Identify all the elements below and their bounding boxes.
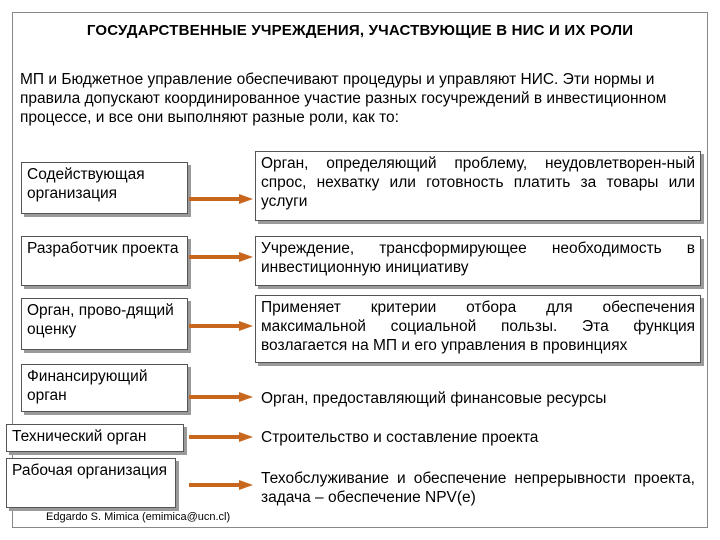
entity-box-operating-organization [6,458,176,508]
role-text: Техобслуживание и обеспечение непрерывности проекта, задача – обеспечение NPV(e) [261,470,695,506]
entity-label: Технический орган [12,428,147,445]
entity-label: Орган, прово-дящий оценку [27,302,174,338]
entity-label: Содействующая организация [27,166,145,202]
role-box-technical-body [255,425,701,451]
role-box-promoting-organization [255,151,701,221]
role-text: Орган, предоставляющий финансовые ресурсы [261,390,607,407]
role-box-evaluating-body [255,295,701,363]
role-box-operating-organization [255,466,701,510]
entity-label: Разработчик проекта [27,240,179,257]
entity-box-evaluating-body [21,298,188,350]
role-text: Строительство и составление проекта [261,429,539,446]
role-box-project-developer [255,236,701,286]
slide-title: ГОСУДАРСТВЕННЫЕ УЧРЕЖДЕНИЯ, УЧАСТВУЮЩИЕ В НИС И ИХ РОЛИ [86,22,634,39]
role-text: Учреждение, трансформирующее необходимость в инвестиционную инициативу [261,240,695,276]
entity-box-technical-body [6,424,184,452]
author-footer: Edgardo S. Mimica (emimica@ucn.cl) [46,511,231,523]
arrow-icon [189,194,253,204]
entity-box-project-developer [21,236,188,286]
arrow-icon [189,480,253,490]
entity-label: Рабочая организация [12,462,168,479]
arrow-icon [189,321,253,331]
entity-box-financing-body [21,364,188,412]
role-text: Применяет критерии отбора для обеспечения максимальной социальной пользы. Эта функция возлагается на МП и его управления в провинциях [261,299,695,354]
arrow-icon [189,392,253,402]
intro-paragraph: МП и Бюджетное управление обеспечивают процедуры и управляют НИС. Эти нормы и правила допускают координированное участие разных госучреждений в инвестиционном процессе, и все они выполняют разные роли, как то: [20,71,667,126]
arrow-icon [189,252,253,262]
arrow-icon [189,432,253,442]
role-text: Орган, определяющий проблему, неудовлетворен-ный спрос, нехватку или готовность платить за товары или услуги [261,155,695,210]
entity-label: Финансирующий орган [27,368,148,404]
entity-box-promoting-organization [21,162,188,214]
role-box-financing-body [255,386,701,412]
